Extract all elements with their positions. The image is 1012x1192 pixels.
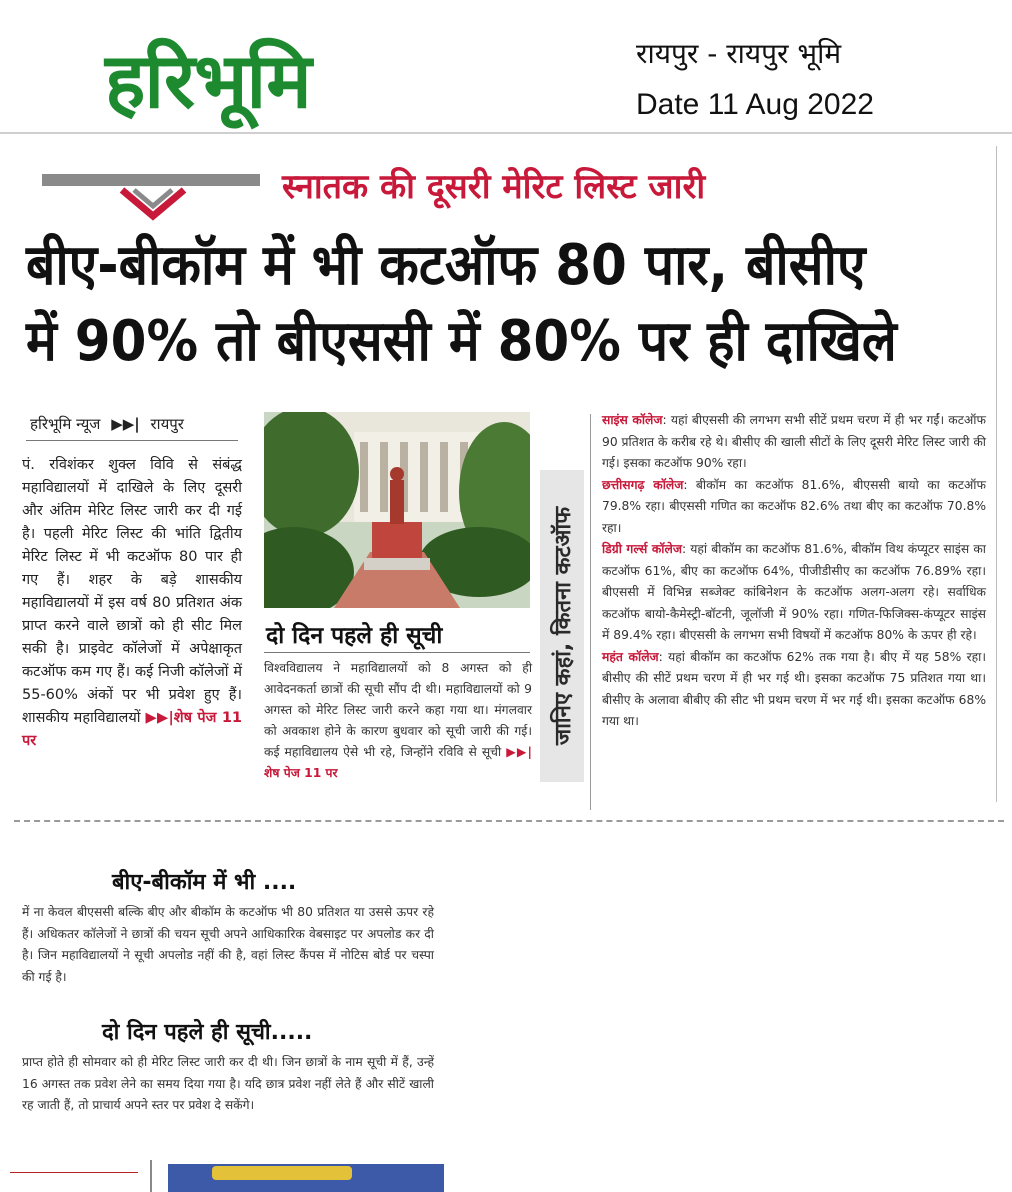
edition-location: रायपुर - रायपुर भूमि bbox=[636, 37, 842, 70]
college-label: साइंस कॉलेज bbox=[602, 413, 663, 427]
cropped-image-highlight bbox=[212, 1166, 352, 1180]
subheading-list-early: दो दिन पहले ही सूची bbox=[266, 623, 443, 649]
college-item bbox=[602, 539, 986, 647]
college-item bbox=[602, 647, 986, 733]
college-text: : यहां बीकॉम का कटऑफ 81.6%, बीकॉम विथ कंप्यूटर साइंस का कटऑफ 61%, बीए का कटऑफ 64%, पीजीडीसीए का कटऑफ 76.89% रहा। बीएससी में विभिन्न सब्जेक्ट कांबिनेशन के कटऑफ अलग-अलग रहे। सर्वाधिक कटऑफ बायो-कैमेस्ट्री-बॉटनी, जूलॉजी में 90% रहा। गणित-फिजिक्स-कंप्यूटर साइंस में 89.4% रहा। बीएससी के लगभग सभी विषयों में कटऑफ 80% के ऊपर ही रहे। bbox=[602, 542, 986, 642]
clipping-cut-line bbox=[14, 820, 1004, 822]
byline bbox=[30, 414, 184, 434]
right-frame-rule bbox=[996, 146, 997, 802]
college-item bbox=[602, 475, 986, 540]
byline-source: हरिभूमि न्यूज bbox=[30, 415, 101, 433]
college-text: : बीकॉम का कटऑफ 81.6%, बीएससी बायो का कटऑफ 79.8% रहा। बीएससी गणित का कटऑफ 82.6% तथा बीए का कटऑफ 70.8% रहा। bbox=[602, 477, 986, 535]
byline-divider bbox=[26, 440, 238, 441]
article-left-column bbox=[22, 454, 242, 753]
chevron-down-icon bbox=[118, 186, 188, 226]
headline-line-2: में 90% तो बीएससी में 80% पर ही दाखिले bbox=[26, 309, 897, 374]
statue-photo bbox=[264, 412, 530, 608]
college-label: महंत कॉलेज bbox=[602, 649, 659, 664]
cropped-adjacent-clipping bbox=[150, 1160, 442, 1192]
continuation-heading-1: बीए-बीकॉम में भी .... bbox=[112, 870, 297, 895]
headline-line-1: बीए-बीकॉम में भी कटऑफ 80 पार, बीसीए bbox=[26, 233, 866, 298]
college-text: : यहां बीएससी की लगभग सभी सीटें प्रथम चरण में ही भर गईं। कटऑफ 90 प्रतिशत के करीब रहे थे। बीसीए की खाली सीटों के लिए दूसरी मेरिट लिस्ट जारी की गई। इसका कटऑफ 90% रहा। bbox=[602, 413, 986, 470]
byline-arrow-icon: ▶▶| bbox=[111, 415, 140, 433]
masthead-logo: हरिभूमि bbox=[105, 36, 311, 125]
article-kicker: स्नातक की दूसरी मेरिट लिस्ट जारी bbox=[282, 167, 706, 207]
college-cutoff-list bbox=[602, 410, 986, 733]
byline-city: रायपुर bbox=[150, 415, 184, 433]
header-divider bbox=[0, 132, 1012, 134]
continuation-text-1: में ना केवल बीएससी बल्कि बीए और बीकॉम के कटऑफ भी 80 प्रतिशत या उससे ऊपर रहे हैं। अधिकतर कॉलेजों ने छात्रों की चयन सूची अपने आधिकारिक वेबसाइट पर अपलोड कर दी है। जिन महाविद्यालयों ने सूची अपलोड नहीं की है, वहां लिस्ट कैंपस में नोटिस बोर्ड पर चस्पा की गई है। bbox=[22, 905, 434, 984]
continuation-text-2: प्राप्त होते ही सोमवार को ही मेरिट लिस्ट जारी कर दी थी। जिन छात्रों के नाम सूची में हैं, उन्हें 16 अगस्त तक प्रवेश लेने का समय दिया गया है। यदि छात्र प्रवेश नहीं लेते हैं और सीटें खाली रह जाती हैं, तो प्राचार्य अपने स्तर पर प्रवेश दे सकेंगे। bbox=[22, 1055, 434, 1112]
article-headline bbox=[26, 228, 918, 380]
middle-column-text: विश्वविद्यालय ने महाविद्यालयों को 8 अगस्त को ही आवेदनकर्ता छात्रों की सूची सौंप दी थी। महाविद्यालयों को 9 अगस्त को मेरिट लिस्ट जारी करने कहा गया था। मंगलवार को अवकाश होने के कारण बुधवार को सूची जारी की गई। कई महाविद्यालय ऐसे भी रहे, जिन्होंने रविवि से सूची bbox=[264, 661, 532, 759]
left-continued-jump: ▶▶|शेष पेज 11 पर bbox=[22, 710, 242, 749]
college-label: डिग्री गर्ल्स कॉलेज bbox=[602, 542, 682, 556]
article-middle-column bbox=[264, 658, 532, 784]
left-column-text: पं. रविशंकर शुक्ल विवि से संबंद्ध महाविद्यालयों में दाखिले के लिए दूसरी और अंतिम मेरिट लिस्ट जारी कर दी गई है। पहली मेरिट लिस्ट की भांति द्वितीय मेरिट लिस्ट में भी कटऑफ 80 पार ही गए हैं। शहर के बड़े शासकीय महाविद्यालयों में इस वर्ष 80 प्रतिशत अंक प्राप्त करने वाले छात्रों को ही सीट मिल सकी है। प्राइवेट कॉलेजों में अपेक्षाकृत कटऑफ कम गए हैं। कई निजी कॉलेजों में 55-60% अंकों पर भी प्रवेश हुए हैं। शासकीय महाविद्यालयों bbox=[22, 457, 242, 726]
subheading-divider bbox=[264, 652, 530, 653]
kicker-bar bbox=[42, 174, 260, 186]
bottom-divider bbox=[10, 1172, 138, 1173]
middle-continued-jump: ▶▶|शेष पेज 11 पर bbox=[264, 745, 532, 780]
column-divider bbox=[590, 414, 591, 810]
college-text: : यहां बीकॉम का कटऑफ 62% तक गया है। बीए में यह 58% रहा। बीसीए की सीटें प्रथम चरण में ही भर गई थी। इसका कटऑफ 75 प्रतिशत गया था। बीसीए के अलावा बीबीए की सीट भी प्रथम चरण में भर गई थी। इसका कटऑफ 68% गया था। bbox=[602, 649, 986, 728]
continuation-heading-2: दो दिन पहले ही सूची..... bbox=[102, 1020, 313, 1045]
vertical-cutoff-label: जानिए कहां, कितना कटऑफ bbox=[551, 506, 576, 746]
publication-date: Date 11 Aug 2022 bbox=[636, 88, 874, 121]
college-item bbox=[602, 410, 986, 475]
college-label: छत्तीसगढ़ कॉलेज bbox=[602, 477, 684, 492]
